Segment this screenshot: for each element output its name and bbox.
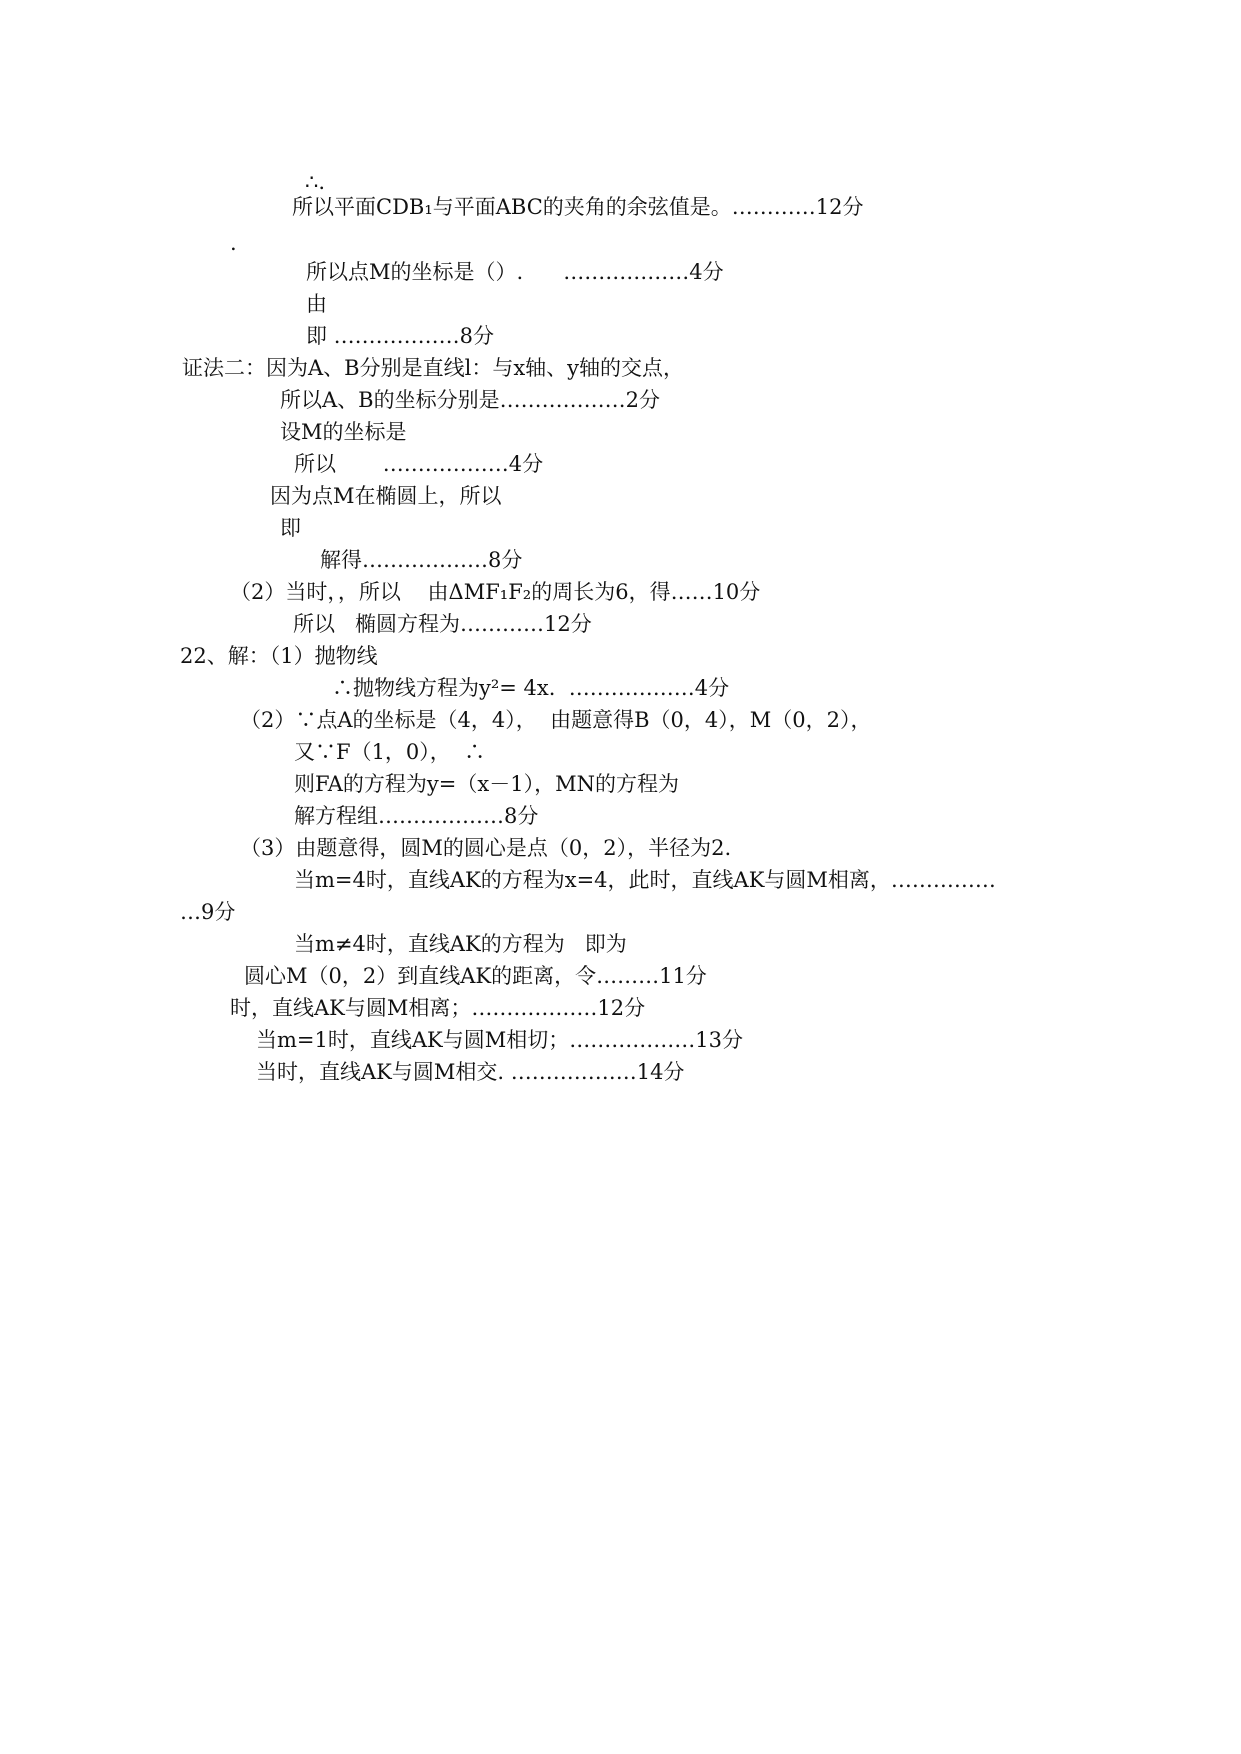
text-line-23: 当m=4时，直线AK的方程为x=4，此时，直线AK与圆M相离，…………… (294, 868, 996, 892)
text-line-26: 圆心M（0，2）到直线AK的距离，令………11分 (244, 964, 707, 988)
text-line-14: （2）当时，，所以 由ΔMF₁F₂的周长为6，得……10分 (230, 580, 761, 604)
text-line-13: 解得………………8分 (320, 548, 523, 572)
text-line-10: 所以 ………………4分 (294, 452, 544, 476)
text-line-29: 当时，直线AK与圆M相交. ………………14分 (256, 1060, 685, 1084)
text-line-3: . (230, 231, 237, 255)
text-line-16: 22、解：（1）抛物线 (180, 644, 378, 668)
text-line-12: 即 (280, 516, 301, 540)
text-line-5: 由 (306, 292, 327, 316)
text-line-24: …9分 (180, 900, 236, 924)
text-line-27: 时，直线AK与圆M相离；………………12分 (230, 996, 646, 1020)
text-line-4: 所以点M的坐标是（）. ………………4分 (306, 260, 724, 284)
text-line-19: 又∵F（1，0）， ∴ (294, 740, 486, 764)
text-line-22: （3）由题意得，圆M的圆心是点（0，2），半径为2. (240, 836, 732, 860)
text-line-28: 当m=1时，直线AK与圆M相切；………………13分 (256, 1028, 743, 1052)
text-line-21: 解方程组………………8分 (294, 804, 539, 828)
text-line-18: （2）∵点A的坐标是（4，4）， 由题意得B（0，4），M（0，2）， (240, 708, 872, 732)
text-line-15: 所以 椭圆方程为…………12分 (293, 612, 592, 636)
text-line-17: ∴抛物线方程为y²= 4x. ………………4分 (332, 676, 730, 700)
text-line-11: 因为点M在椭圆上，所以 (270, 484, 502, 508)
text-line-8: 所以A、B的坐标分别是………………2分 (280, 388, 660, 412)
text-line-9: 设M的坐标是 (280, 420, 407, 444)
text-line-1: ∴. (305, 170, 326, 194)
text-line-25: 当m≠4时，直线AK的方程为 即为 (294, 932, 627, 956)
text-line-7: 证法二：因为A、B分别是直线l：与x轴、y轴的交点， (182, 356, 685, 380)
text-line-6: 即 ………………8分 (306, 324, 495, 348)
text-line-20: 则FA的方程为y=（x－1），MN的方程为 (294, 772, 679, 796)
text-line-2: 所以平面CDB₁与平面ABC的夹角的余弦值是。…………12分 (292, 195, 864, 219)
